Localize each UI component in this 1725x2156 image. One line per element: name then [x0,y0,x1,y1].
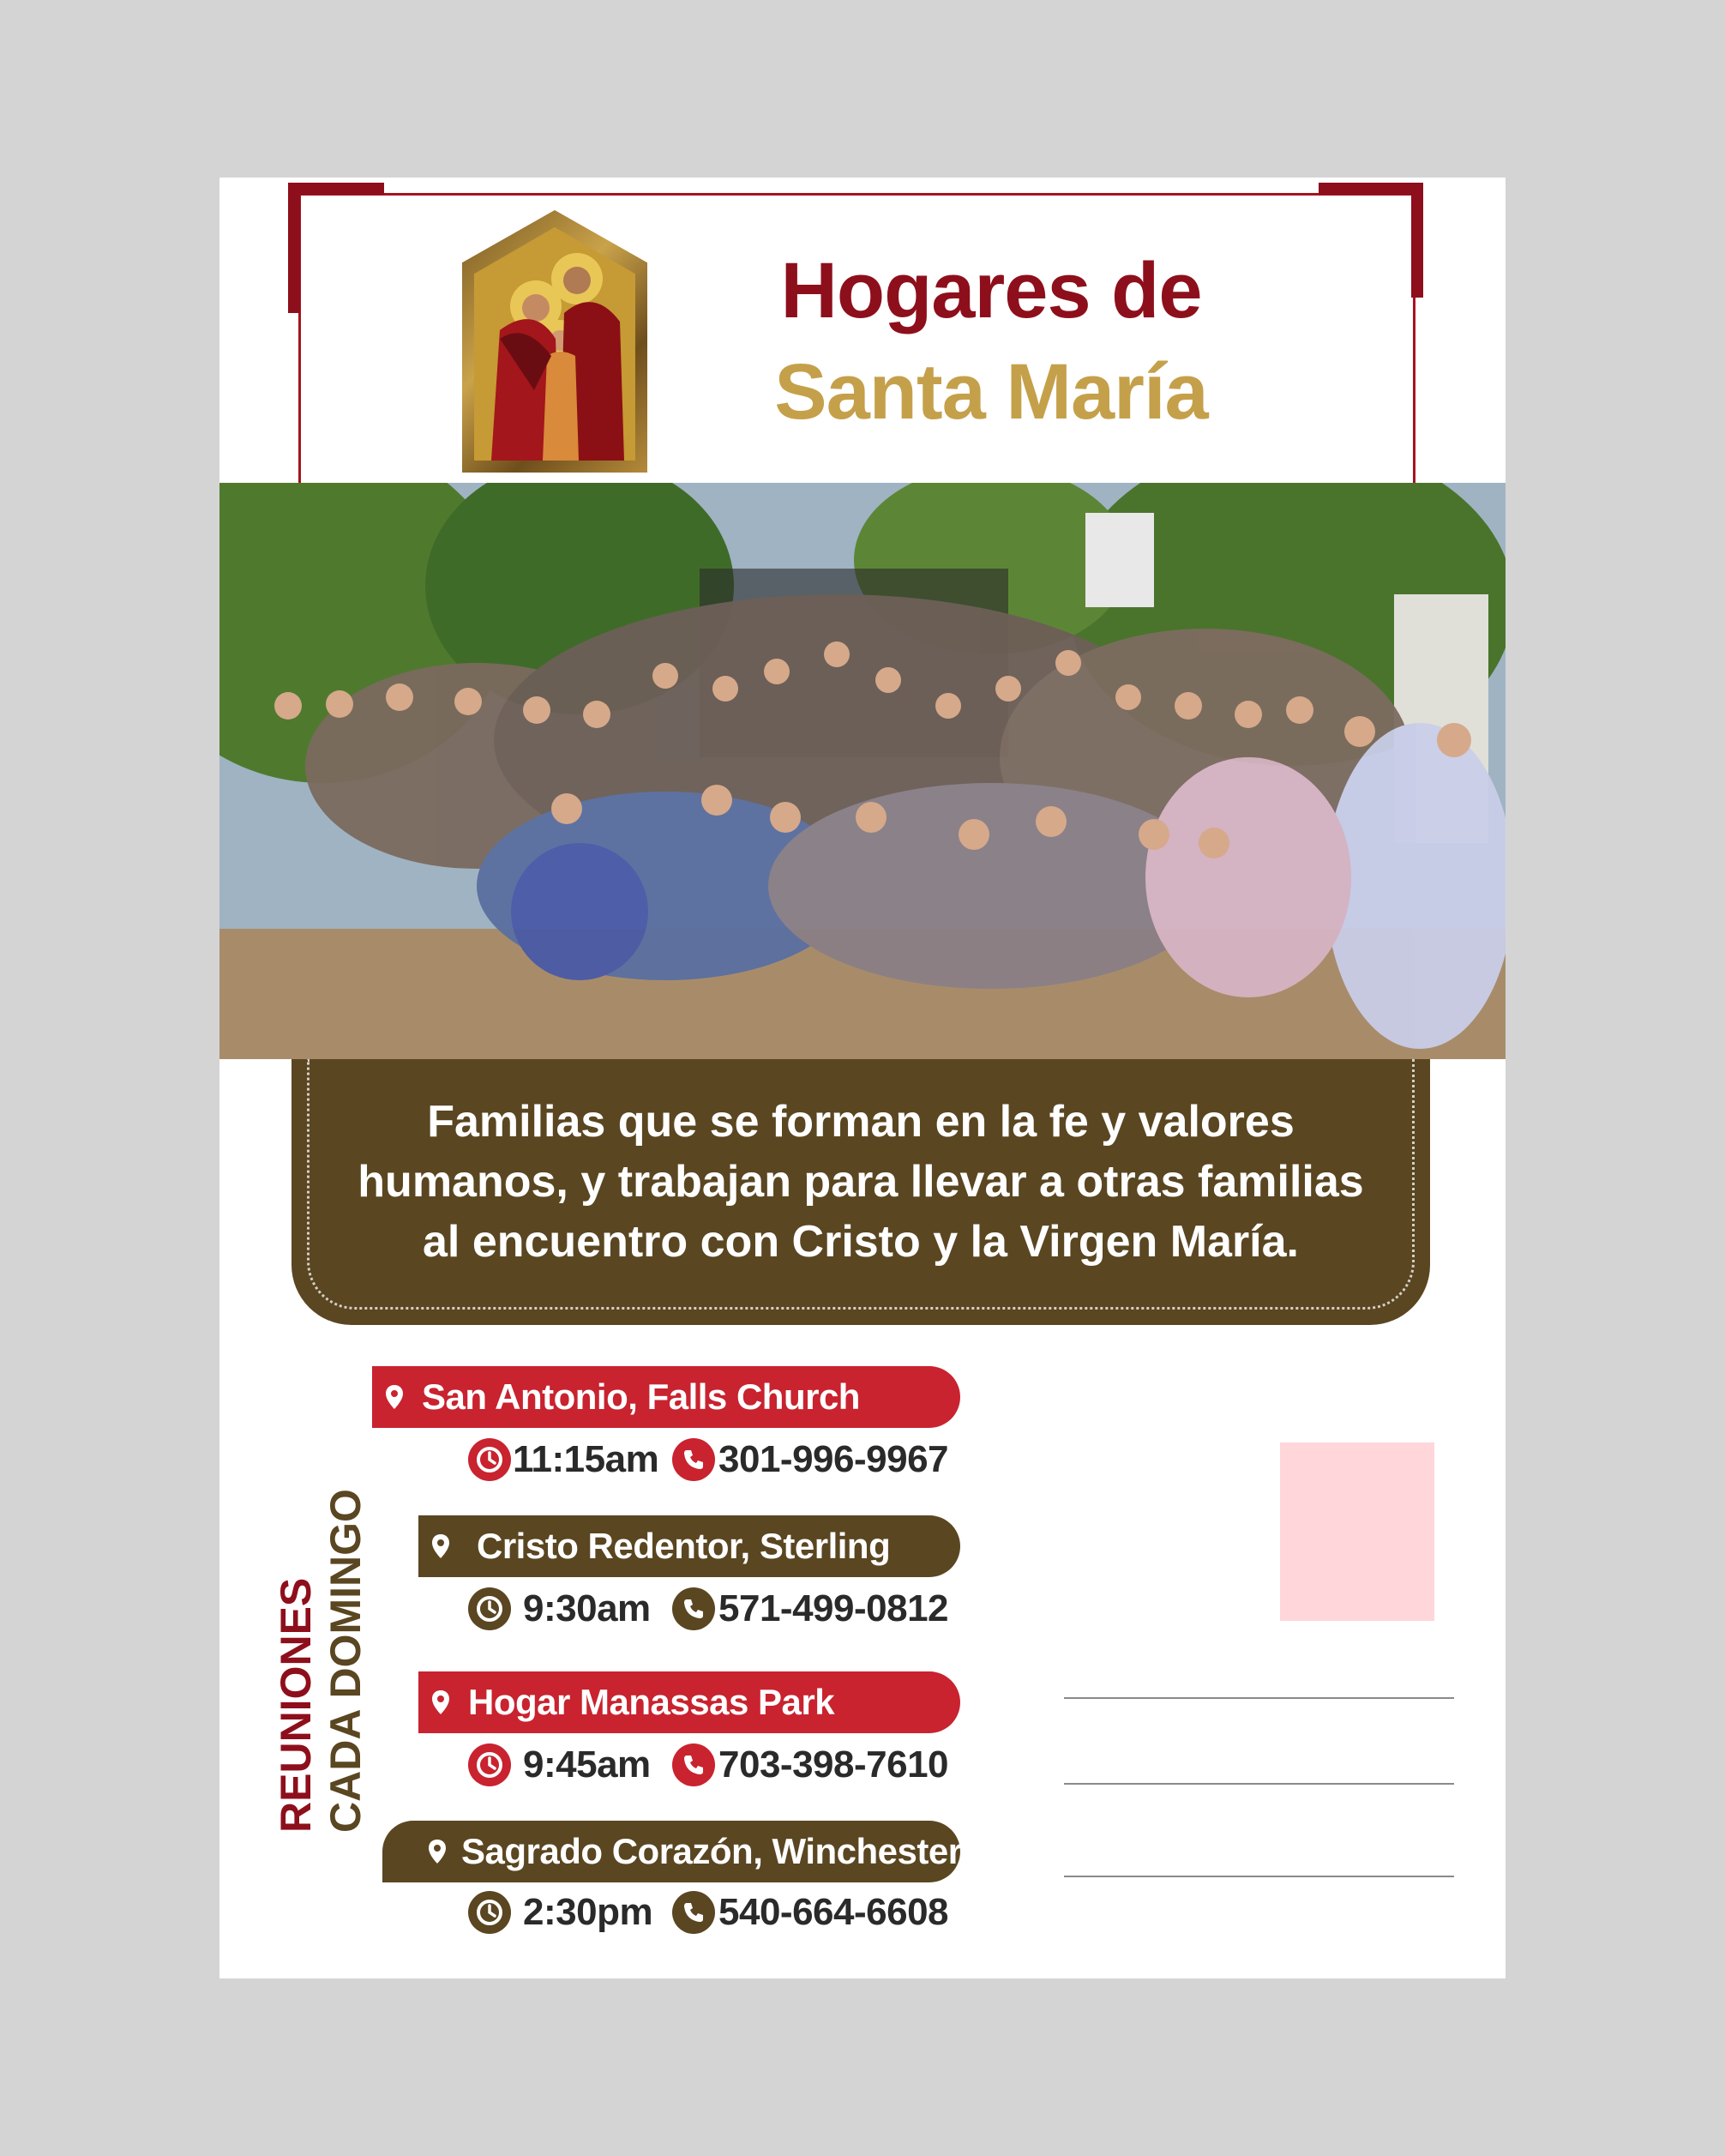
phone-icon [672,1587,715,1630]
clock-icon [468,1891,511,1934]
address-line [1064,1876,1454,1877]
address-line [1064,1783,1454,1785]
meeting-location-bar [418,1671,960,1733]
meeting-phone: 301-996-9967 [718,1438,949,1480]
map-pin-icon [430,1689,451,1716]
meeting-time: 2:30pm [523,1891,653,1933]
phone-icon [672,1743,715,1786]
postcard [219,178,1506,1978]
title-line-2: Santa María [774,348,1208,436]
meeting-info-row [468,1889,983,1941]
meeting-phone: 571-499-0812 [718,1587,949,1629]
title-line-1: Hogares de [780,247,1202,334]
meeting-phone: 540-664-6608 [718,1891,949,1933]
frame-corner-right-bar [1411,183,1423,298]
group-photo [219,483,1506,1059]
schedule-label-line-2: CADA DOMINGO [322,1489,370,1833]
frame-corner-top-left [288,183,384,195]
meeting-location: Cristo Redentor, Sterling [477,1526,891,1566]
phone-icon [672,1891,715,1934]
map-pin-icon [384,1383,405,1411]
frame-corner-left-bar [288,183,300,313]
map-pin-icon [430,1533,451,1560]
meeting-location-bar [418,1515,960,1577]
frame-corner-top-right [1319,183,1423,195]
mission-text [326,1092,1396,1272]
meeting-location: Sagrado Corazón, Winchester [461,1831,962,1871]
clock-icon [468,1743,511,1786]
meeting-location-bar [382,1821,960,1882]
clock-icon [468,1438,511,1481]
clock-icon [468,1587,511,1630]
mission-line-1: Familias que se forman en la fe y valores [427,1097,1295,1147]
holy-family-icon [462,210,647,473]
meeting-location: Hogar Manassas Park [468,1682,835,1722]
meeting-location-bar [372,1366,960,1428]
frame-top-line [298,193,1423,196]
mission-line-2: humanos, y trabajan para llevar a otras familias [358,1157,1364,1207]
mission-banner [292,1059,1430,1325]
meeting-info-row [468,1436,983,1488]
address-line [1064,1697,1454,1699]
meeting-time: 11:15am [513,1438,659,1480]
meeting-info-row [468,1586,983,1637]
meeting-phone: 703-398-7610 [718,1743,949,1786]
meeting-time: 9:30am [523,1587,651,1629]
mission-line-3: al encuentro con Cristo y la Virgen María. [423,1217,1299,1267]
map-pin-icon [427,1838,448,1865]
stamp-placeholder [1280,1442,1434,1621]
phone-icon [672,1438,715,1481]
meeting-time: 9:45am [523,1743,651,1786]
schedule-label-line-1: REUNIONES [272,1577,320,1833]
meeting-info-row [468,1742,983,1793]
meeting-location: San Antonio, Falls Church [422,1376,860,1417]
